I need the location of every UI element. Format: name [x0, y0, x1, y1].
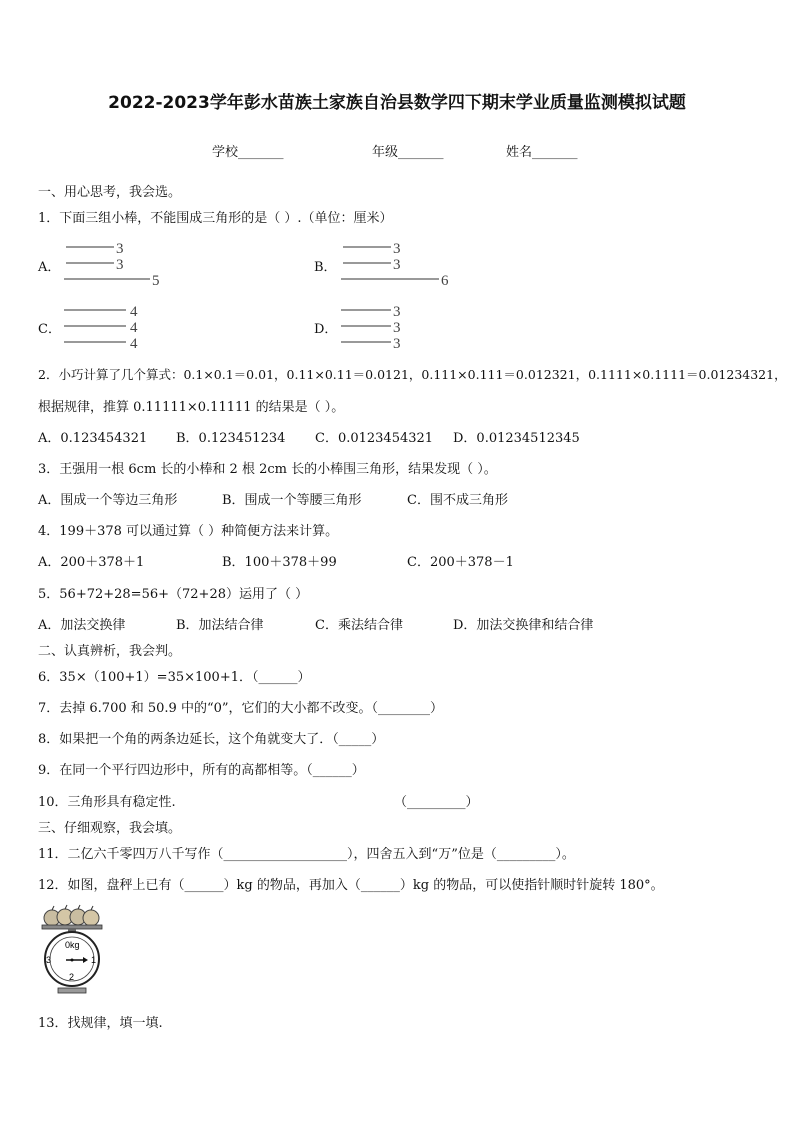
q1-option-a-label: A．: [38, 260, 61, 275]
stick-length: 6: [441, 273, 449, 289]
scale-pan: [42, 925, 102, 929]
scale-mark-bottom: 2: [69, 972, 75, 982]
question-10: 10．三角形具有稳定性.: [38, 795, 176, 810]
q1-option-b-label: B．: [314, 260, 337, 275]
section-3-heading: 三、仔细观察，我会填。: [38, 821, 182, 836]
stick-length: 3: [393, 336, 401, 352]
question-2: 2．小巧计算了几个算式：0.1×0.1＝0.01，0.11×0.11＝0.0121，0.111×0.111＝0.012321，0.1111×0.1111＝0.01234321，: [38, 367, 787, 382]
stick-length: 3: [393, 257, 401, 273]
scale-mark-right: 1: [91, 955, 97, 965]
question-3: 3．王强用一根 6cm 长的小棒和 2 根 2cm 长的小棒围三角形，结果发现（ ）。: [38, 462, 497, 477]
platform-scale-figure: [38, 904, 110, 1000]
question-8: 8．如果把一个角的两条边延长，这个角就变大了．（_____）: [38, 732, 385, 747]
section-2-heading: 二、认真辨析，我会判。: [38, 644, 182, 659]
question-9: 9．在同一个平行四边形中，所有的高都相等。（______）: [38, 763, 365, 778]
grade-field: 年级_______: [372, 145, 444, 160]
q2-option-d: D．0.01234512345: [453, 431, 580, 446]
q1-option-c-label: C．: [38, 322, 61, 337]
scale-base: [58, 988, 86, 993]
question-7: 7．去掉 6.700 和 50.9 中的“0”，它们的大小都不改变。（________）: [38, 701, 444, 716]
question-11: 11．二亿六千零四万八千写作（___________________），四舍五入到“万”位是（_________）。: [38, 847, 575, 862]
q5-option-a: A．加法交换律: [38, 618, 126, 633]
q2-option-b: B．0.123451234: [176, 431, 286, 446]
question-13: 13．找规律，填一填.: [38, 1016, 163, 1031]
question-2-line-2: 根据规律，推算 0.11111×0.11111 的结果是（ ）。: [38, 400, 345, 415]
question-12: 12．如图，盘秤上已有（______）kg 的物品，再加入（______）kg 的物品，可以使指针顺时针旋转 180°。: [38, 878, 664, 893]
q5-option-d: D．加法交换律和结合律: [453, 618, 594, 633]
q1-option-b-sticks: [335, 238, 465, 292]
question-1: 1．下面三组小棒，不能围成三角形的是（ ）.（单位：厘米）: [38, 211, 393, 226]
question-10-blank: （_________）: [394, 795, 479, 810]
q2-option-a: A．0.123454321: [38, 431, 148, 446]
q1-option-a-sticks: [58, 238, 178, 292]
stick-length: 3: [116, 241, 124, 257]
stick-length: 4: [130, 336, 138, 352]
question-6: 6．35×（100+1）=35×100+1．（______）: [38, 670, 311, 685]
stick-length: 4: [130, 320, 138, 336]
stick-length: 3: [116, 257, 124, 273]
section-1-heading: 一、用心思考，我会选。: [38, 185, 182, 200]
q4-option-b: B．100＋378＋99: [222, 555, 337, 570]
question-4: 4．199＋378 可以通过算（ ）种简便方法来计算。: [38, 524, 339, 539]
stick-length: 3: [393, 304, 401, 320]
q4-option-a: A．200＋378＋1: [38, 555, 145, 570]
name-field: 姓名_______: [506, 145, 578, 160]
stick-length: 5: [152, 273, 160, 289]
q1-option-d-sticks: [335, 302, 435, 352]
q3-option-c: C．围不成三角形: [407, 493, 508, 508]
q1-option-d-label: D．: [314, 322, 338, 337]
scale-mark-left: 3: [46, 955, 52, 965]
q4-option-c: C．200＋378－1: [407, 555, 514, 570]
q3-option-a: A．围成一个等边三角形: [38, 493, 178, 508]
page-title: 2022-2023学年彭水苗族土家族自治县数学四下期末学业质量监测模拟试题: [108, 93, 686, 113]
q2-option-c: C．0.0123454321: [315, 431, 434, 446]
q5-option-c: C．乘法结合律: [315, 618, 403, 633]
q3-option-b: B．围成一个等腰三角形: [222, 493, 362, 508]
fruit-icons: [44, 905, 99, 926]
stick-length: 4: [130, 304, 138, 320]
stick-length: 3: [393, 241, 401, 257]
q5-option-b: B．加法结合律: [176, 618, 264, 633]
scale-unit-label: 0kg: [65, 940, 80, 950]
q1-option-c-sticks: [58, 302, 158, 352]
stick-length: 3: [393, 320, 401, 336]
question-5: 5．56+72+28=56+（72+28）运用了（ ）: [38, 587, 309, 602]
school-field: 学校_______: [212, 145, 284, 160]
